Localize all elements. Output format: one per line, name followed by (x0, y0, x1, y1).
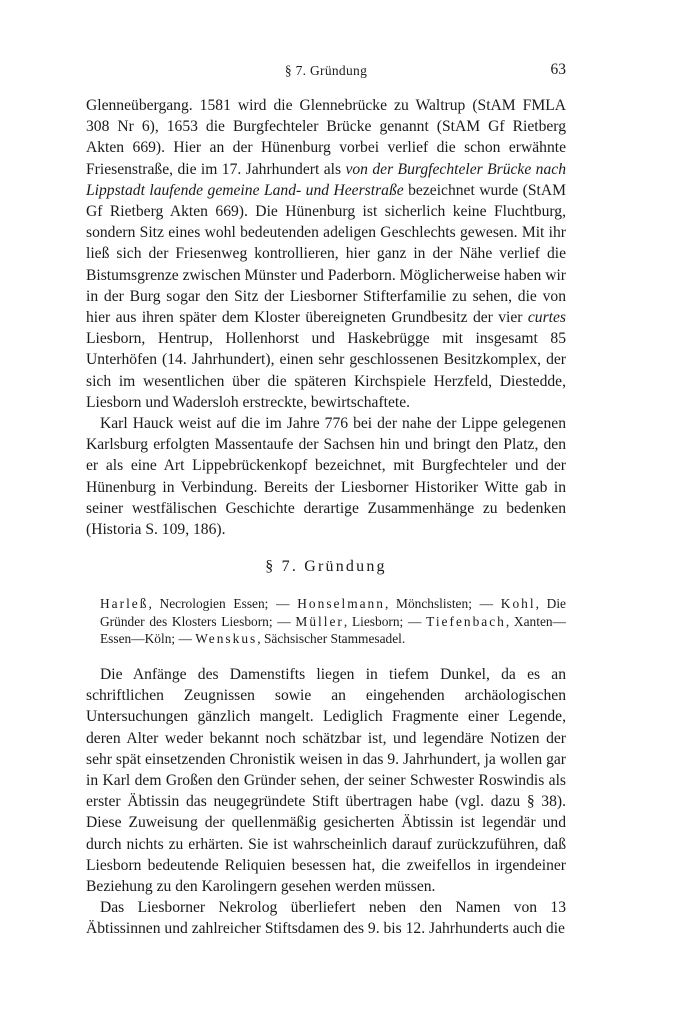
author-name: Tiefenbach (426, 613, 506, 629)
text-block-section (86, 664, 566, 940)
citation-text: , Sächsischer Stammesadel. (257, 631, 406, 647)
section-heading: § 7. Gründung (265, 558, 387, 575)
citation-text: , Mönchslisten; — (384, 596, 501, 611)
paragraph (86, 95, 566, 413)
author-name: Müller (295, 613, 344, 629)
paragraph: Die Anfänge des Damenstifts liegen in tiefem Dunkel, da es an schriftlichen Zeugnissen sowie an eingehenden archäologischen Untersuchungen gänzlich mangelt. Lediglich Fragmente einer Legende, deren Alter weder bekannt noch schätzbar ist, und legendäre Notizen der sehr spät einsetzenden Chronistik weisen in das 9. Jahrhundert, ja wollen gar in Karl dem Großen den Gründer sehen, der seiner Schwester Roswindis als erster Äbtissin das neugegründete Stift übertragen habe (vgl. dazu § 38). Diese Zuweisung der quellenmäßig gesicherten Äbtissin ist legendär und durch nichts zu erhärten. Sie ist wahrscheinlich darauf zurückzuführen, daß Liesborn bedeutende Reliquien besessen hat, die zweifellos in irgendeiner Beziehung zu den Karolingern gesehen werden müssen. (86, 666, 566, 896)
author-name: Harleß (100, 596, 149, 611)
citation-text: , Die Gründer des Klosters Liesborn; — (100, 596, 566, 629)
bibliography-note (100, 595, 566, 648)
text-run: Glenneübergang. 1581 wird die Glennebrücke zu Waltrup (StAM FMLA 308 Nr 6), 1653 die Burgfechteler Brücke genannt (StAM Gf Rietberg Akten 669). Hier an der Hünenburg vorbei verlief die schon erwähnte Friesenstraße, die im 17. Jahrhundert als (86, 97, 566, 178)
italic-term: curtes (527, 309, 566, 327)
bibliography-list (100, 595, 566, 648)
author-name: Kohl (500, 596, 536, 611)
text-run: bezeichnet wurde (StAM Gf Rietberg Akten 669). Die Hünenburg ist sicherlich keine Fluchtburg, sondern Sitz eines wohl bedeutenden adeligen Geschlechts gewesen. Mit ihr ließ sich der Friesenweg kontrollieren, hier ganz in der Nähe verlief die Bistumsgrenze zwischen Münster und Paderborn. Möglicherweise haben wir in der Burg sogar den Sitz der Liesborner Stifterfamilie zu sehen, die von hier aus ihren später dem Kloster übereigneten Grundbesitz der vier (86, 181, 566, 327)
paragraph: Das Liesborner Nekrolog überliefert neben den Namen von 13 Äbtissinnen und zahlreicher Stiftsdamen des 9. bis 12. Jahrhunderts auch die (86, 899, 566, 938)
citation-text: , Liesborn; — (343, 613, 427, 629)
page-header (86, 61, 566, 81)
paragraph: Karl Hauck weist auf die im Jahre 776 bei der nahe der Lippe gelegenen Karlsburg erfolgten Massentaufe der Sachsen hin und bringt den Platz, den er als eine Art Lippebrückenkopf bezeichnet, mit Burgfechteler und der Hünenburg in Verbindung. Bereits der Liesborner Historiker Witte gab in seiner westfälischen Geschichte derartige Zusammenhänge zu bedenken (Historia S. 109, 186). (86, 415, 566, 539)
author-name: Wenskus (195, 631, 258, 647)
text-run: Liesborn, Hentrup, Hollenhorst und Haskebrügge mit insgesamt 85 Unterhöfen (14. Jahrhundert), einen sehr geschlossenen Besitzkomplex, der sich im wesentlichen über die späteren Kirchspiele Herzfeld, Diestedde, Liesborn und Wadersloh erstreckte, bewirtschaftete. (86, 330, 566, 411)
citation-text: , Necrologien Essen; — (148, 596, 298, 611)
text-block-continued (86, 95, 566, 540)
citation-text: , Xanten—Essen—Köln; — (100, 613, 566, 647)
running-title: § 7. Gründung (284, 63, 368, 78)
author-name: Honselmann (297, 596, 385, 611)
page-number: 63 (550, 61, 566, 78)
italic-quote: von der Burgfechteler Brücke nach Lippstadt laufende gemeine Land- und Heerstraße (86, 160, 566, 199)
